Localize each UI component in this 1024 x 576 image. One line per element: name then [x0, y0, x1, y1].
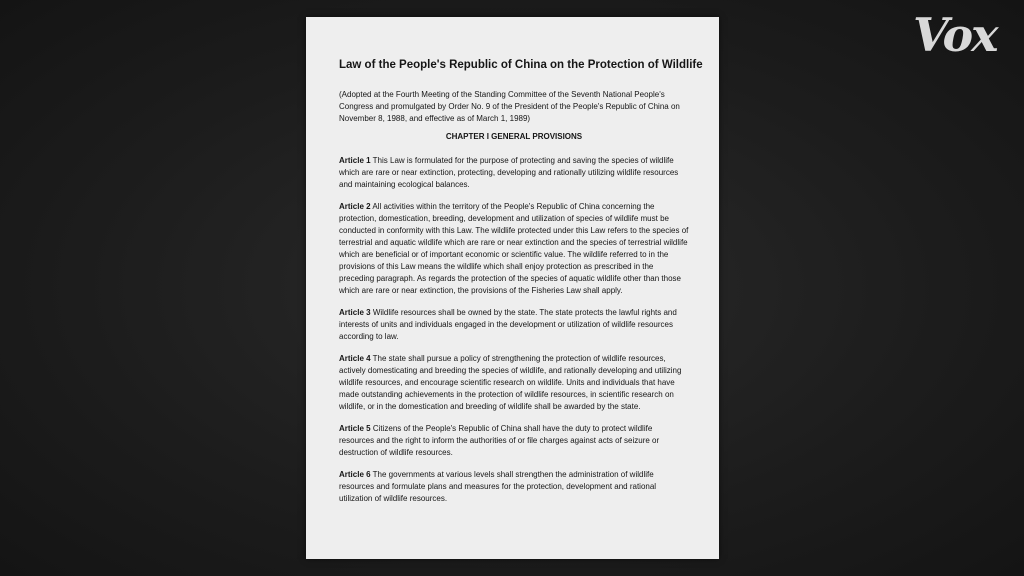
document-title: Law of the People's Republic of China on the Protection of Wildlife [339, 59, 703, 71]
vox-logo: Vox [913, 8, 997, 62]
article-3 [339, 307, 689, 343]
article-label: Article 6 [339, 470, 371, 479]
article-text: The state shall pursue a policy of strengthening the protection of wildlife resources, actively domesticating and breeding the species of wildlife, and rationally developing and utilizing wildlife resources, and encourage scientific research on wildlife. Units and individuals that have made outstanding achievements in the protection of wildlife resources, in scientific research on wildlife, or in the domestication and breeding of wildlife shall be awarded by the state. [339, 354, 682, 411]
article-1 [339, 155, 689, 191]
article-6 [339, 469, 689, 505]
chapter-heading: CHAPTER I GENERAL PROVISIONS [445, 132, 583, 141]
article-text: All activities within the territory of the People's Republic of China concerning the protection, domestication, breeding, development and utilization of species of wildlife must be conducted in conformity with this Law. The wildlife protected under this Law refers to the species of terrestrial and aquatic wildlife which are rare or near extinction and the species of terrestrial wildlife which are beneficial or of important economic or scientific value. The wildlife referred to in the provisions of this Law means the wildlife which shall enjoy protection as prescribed in the preceding paragraph. As regards the protection of the species of aquatic wildlife other than those which are rare or near extinction, the provisions of the Fisheries Law shall apply. [339, 202, 689, 295]
article-label: Article 4 [339, 354, 371, 363]
article-label: Article 3 [339, 308, 371, 317]
article-label: Article 5 [339, 424, 371, 433]
article-2 [339, 201, 689, 297]
article-label: Article 2 [339, 202, 371, 211]
article-text: Citizens of the People's Republic of China shall have the duty to protect wildlife resources and the right to inform the authorities of or file charges against acts of seizure or destruction of wildlife resources. [339, 424, 660, 457]
document-preamble: (Adopted at the Fourth Meeting of the Standing Committee of the Seventh National People's Congress and promulgated by Order No. 9 of the President of the People's Republic of China on November 8, 1988, and effective as of March 1, 1989) [339, 90, 680, 123]
article-text: This Law is formulated for the purpose of protecting and saving the species of wildlife which are rare or near extinction, protecting, developing and rationally utilizing wildlife resources and maintaining ecological balances. [339, 156, 679, 189]
article-5 [339, 423, 689, 459]
article-label: Article 1 [339, 156, 371, 165]
article-4 [339, 353, 689, 413]
article-text: Wildlife resources shall be owned by the state. The state protects the lawful rights and interests of units and individuals engaged in the development or utilization of wildlife resources according to law. [339, 308, 677, 341]
article-text: The governments at various levels shall strengthen the administration of wildlife resources and formulate plans and measures for the protection, development and rational utilization of wildlife resources. [339, 470, 657, 503]
law-document [306, 17, 719, 559]
